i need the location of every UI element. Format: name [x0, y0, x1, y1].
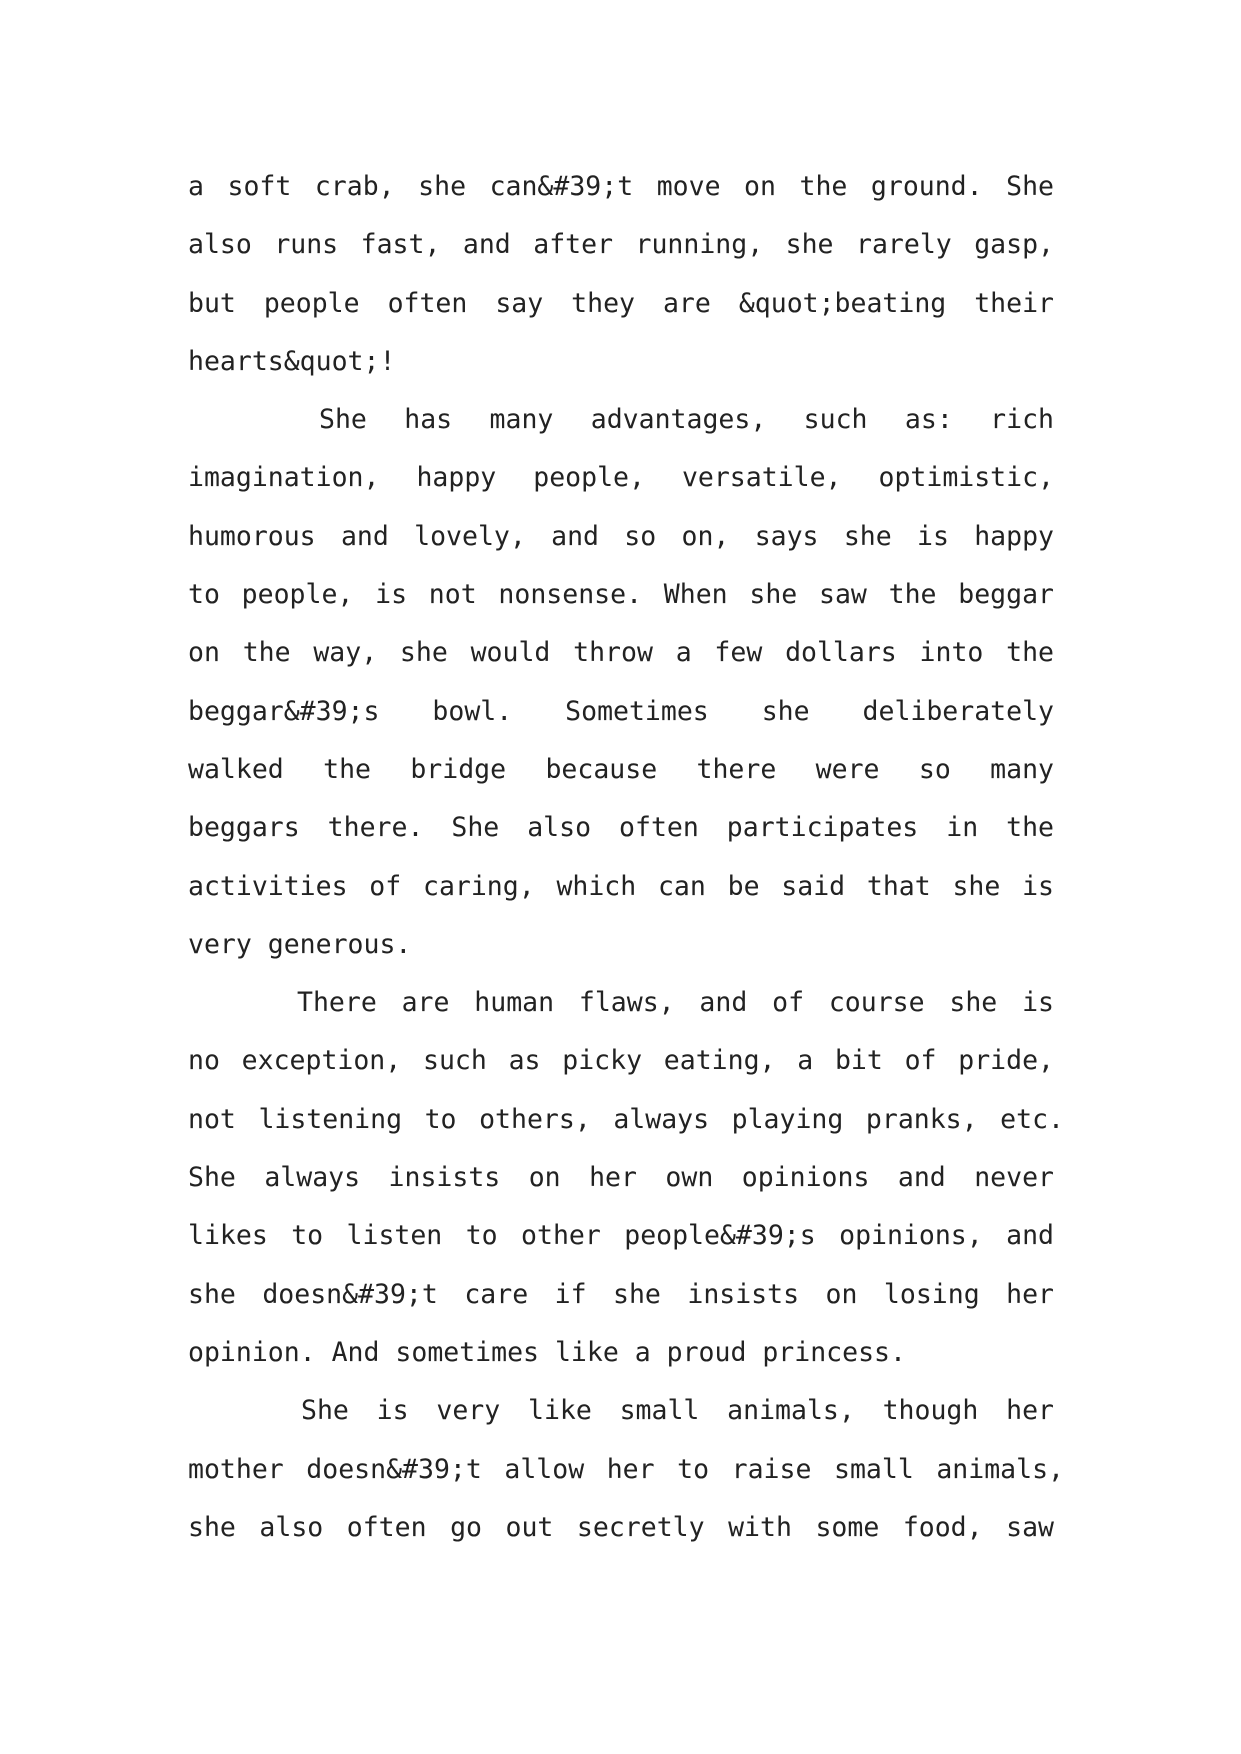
text-line: to people, is not nonsense. When she saw the beggar [188, 579, 1054, 611]
text-line: She always insists on her own opinions and never [188, 1162, 1054, 1194]
text-line: activities of caring, which can be said that she is [188, 870, 1054, 902]
body-text [188, 158, 1064, 1557]
text-line: but people often say they are &quot;beating their [188, 287, 1054, 319]
text-line: mother doesn&#39;t allow her to raise small animals, [188, 1453, 1064, 1485]
text-line: very generous. [188, 928, 412, 960]
text-line: opinion. And sometimes like a proud princess. [188, 1336, 906, 1368]
text-line: not listening to others, always playing pranks, etc. [188, 1103, 1064, 1135]
paragraph-first-line: She has many advantages, such as: rich [319, 404, 1054, 436]
text-line: no exception, such as picky eating, a bit of pride, [188, 1045, 1054, 1077]
text-line: beggars there. She also often participates in the [188, 812, 1054, 844]
paragraph-first-line: There are human flaws, and of course she is [297, 987, 1054, 1019]
text-line: walked the bridge because there were so many [188, 753, 1054, 785]
text-line: also runs fast, and after running, she rarely gasp, [188, 229, 1054, 261]
text-line: likes to listen to other people&#39;s opinions, and [188, 1220, 1054, 1252]
text-line: she doesn&#39;t care if she insists on losing her [188, 1278, 1054, 1310]
text-line: humorous and lovely, and so on, says she is happy [188, 520, 1054, 552]
paragraph-first-line: She is very like small animals, though her [301, 1395, 1054, 1427]
text-line: a soft crab, she can&#39;t move on the ground. She [188, 171, 1054, 202]
text-line: hearts&quot;! [188, 345, 396, 377]
text-line: beggar&#39;s bowl. Sometimes she deliberately [188, 695, 1054, 727]
text-line: on the way, she would throw a few dollars into the [188, 637, 1054, 669]
text-line: she also often go out secretly with some food, saw [188, 1511, 1054, 1543]
text-line: imagination, happy people, versatile, optimistic, [188, 462, 1054, 494]
